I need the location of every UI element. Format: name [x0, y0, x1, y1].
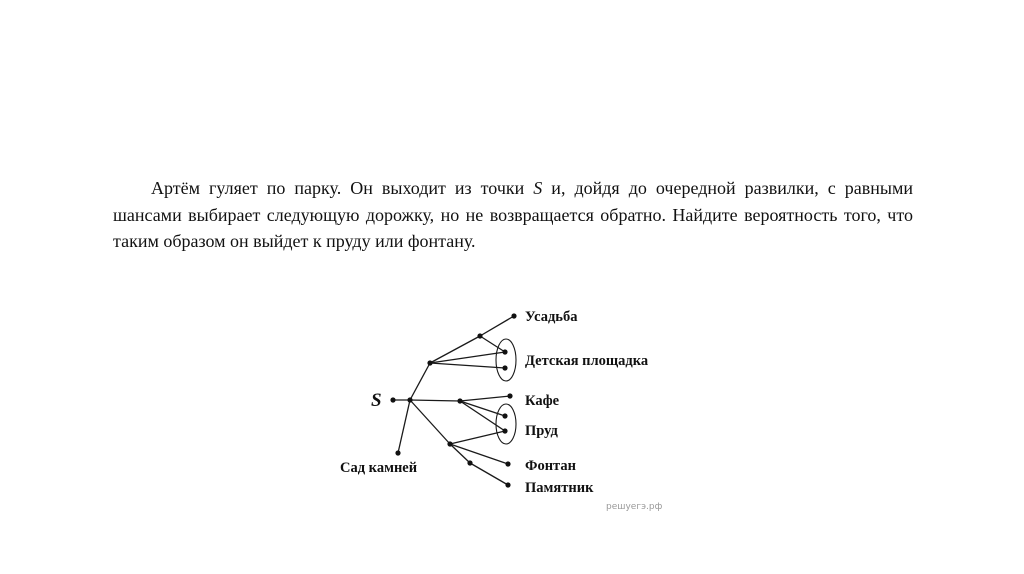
node-upper-fork [477, 333, 482, 338]
label-fountain: Фонтан [525, 458, 576, 474]
watermark: решуегэ.рф [606, 502, 663, 512]
label-rock-garden: Сад камней [340, 460, 418, 476]
problem-variable-s: S [533, 178, 543, 198]
node-upper [427, 360, 432, 365]
label-monument: Памятник [525, 480, 594, 496]
node-manor [511, 313, 516, 318]
pond-oval [496, 404, 516, 444]
node-playground-b [502, 365, 507, 370]
edge-fork-monument [470, 463, 508, 485]
edge-middle-cafe [460, 396, 510, 401]
playground-oval [496, 339, 516, 381]
edge-fork-manor [480, 316, 514, 336]
node-middle [457, 398, 462, 403]
edge-upper-playground-b [430, 363, 505, 368]
edge-root-middle [410, 400, 460, 401]
edge-root-rock-garden [398, 400, 410, 453]
label-start: S [371, 390, 382, 411]
label-playground: Детская площадка [525, 353, 649, 369]
edge-middle-pond-b [460, 401, 505, 431]
node-s [390, 397, 395, 402]
node-lower [447, 441, 452, 446]
node-fountain [505, 461, 510, 466]
label-manor: Усадьба [525, 309, 578, 325]
node-lower-fork [467, 460, 472, 465]
node-cafe [507, 393, 512, 398]
problem-text-part1: Артём гуляет по парку. Он выходит из точки [151, 178, 534, 198]
edge-fork-playground [480, 336, 505, 352]
edge-root-upper [410, 363, 430, 400]
node-rock-garden [395, 450, 400, 455]
node-monument [505, 482, 510, 487]
node-root [407, 397, 412, 402]
problem-text-part2: и, дойдя до очередной развилки, с равными шансами выбирает следующую дорожку, но не возвращается обратно. Найдите вероятность того, что таким образом он выйдет к пруду или фонтану. [113, 178, 913, 251]
label-cafe: Кафе [525, 393, 560, 409]
node-pond-b [502, 428, 507, 433]
node-playground-a [502, 349, 507, 354]
node-pond-a [502, 413, 507, 418]
label-pond: Пруд [525, 423, 558, 439]
edge-root-lower [410, 400, 450, 444]
edge-lower-fountain [450, 444, 508, 464]
edge-middle-pond-a [460, 401, 505, 416]
